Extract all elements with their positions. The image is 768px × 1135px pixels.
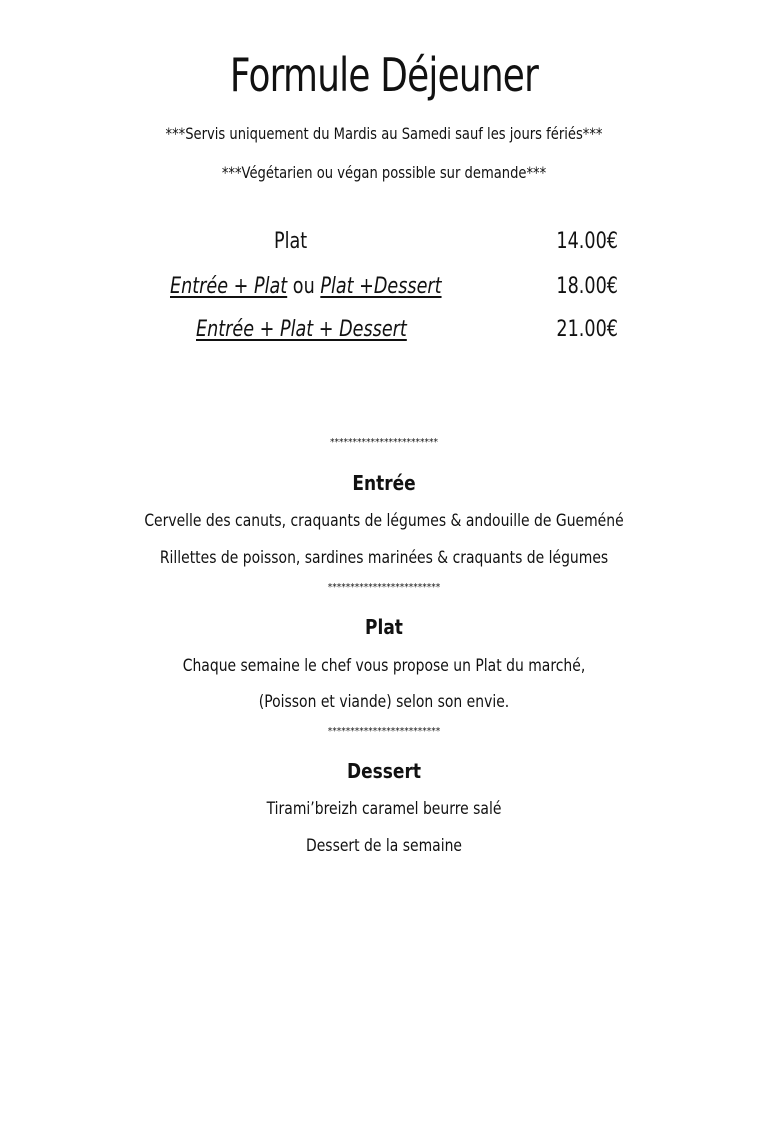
formule-price: 14.00€ <box>556 229 618 254</box>
section-title-dessert: Dessert <box>347 759 421 783</box>
section-title-entree: Entrée <box>352 471 416 495</box>
menu-item: (Poisson et viande) selon son envie. <box>258 692 510 712</box>
formule-label: Plat <box>274 229 308 254</box>
option-plat-dessert: Plat +Dessert <box>320 274 442 299</box>
formule-row-plat <box>0 229 768 263</box>
menu-item: Chaque semaine le chef vous propose un Plat du marché, <box>182 656 586 676</box>
menu-item: Rillettes de poisson, sardines marinées & craquants de légumes <box>159 548 609 568</box>
formule-price: 18.00€ <box>556 274 618 299</box>
menu-item: Tirami’breizh caramel beurre salé <box>266 799 502 819</box>
formule-label <box>170 274 442 299</box>
option-connector: ou <box>292 274 315 299</box>
formule-price: 21.00€ <box>556 317 618 342</box>
vegetarian-note: ***Végétarien ou végan possible sur demande*** <box>221 163 547 182</box>
section-title-plat: Plat <box>365 615 403 639</box>
option-entree-plat: Entrée + Plat <box>170 274 288 299</box>
service-days-note: ***Servis uniquement du Mardis au Samedi sauf les jours fériés*** <box>165 124 603 143</box>
separator: ************************* <box>327 726 441 737</box>
separator: ************************ <box>330 437 438 448</box>
menu-item: Cervelle des canuts, craquants de légumes & andouille de Gueméné <box>144 511 624 531</box>
formule-label: Entrée + Plat + Dessert <box>196 317 407 342</box>
formule-row-three-courses <box>0 317 768 351</box>
menu-item: Dessert de la semaine <box>305 836 462 856</box>
separator: ************************* <box>327 582 441 593</box>
page-title: Formule Déjeuner <box>229 48 539 102</box>
formule-row-two-courses <box>0 274 768 308</box>
